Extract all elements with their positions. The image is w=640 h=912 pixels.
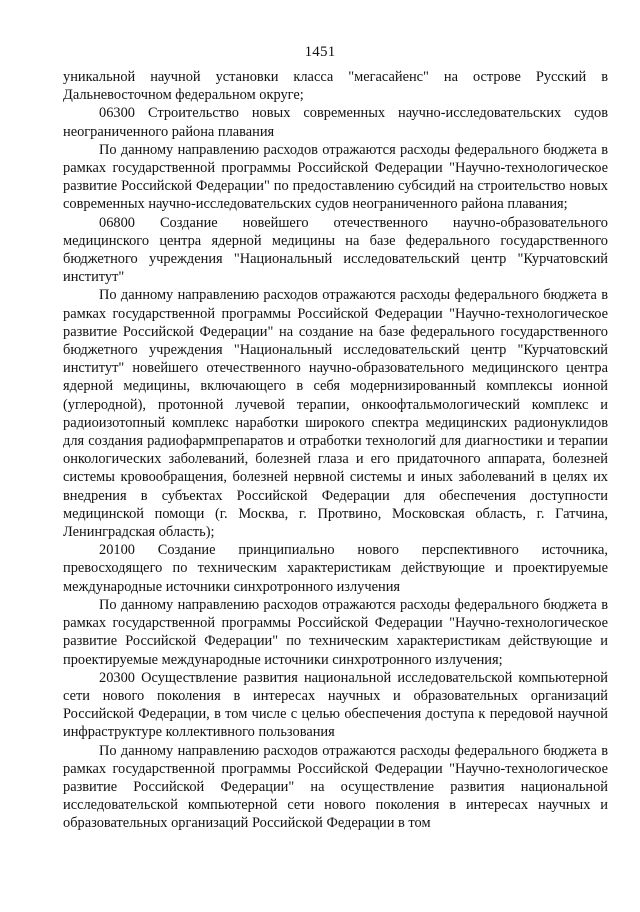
paragraph-code-20100: 20100 Создание принципиально нового перспективного источника, превосходящего по техническим характеристикам действующие и проектируемые международные источники синхротронного излучения (63, 542, 608, 595)
paragraph-20300-description: По данному направлению расходов отражаются расходы федерального бюджета в рамках государственной программы Российской Федерации "Научно-технологическое развитие Российской Федерации" на осуществление развития национальной исследовательской компьютерной сети нового поколения в интересах научных и образовательных организаций Российской Федерации в том (63, 742, 608, 832)
paragraph-06800-description: По данному направлению расходов отражаются расходы федерального бюджета в рамках государственной программы Российской Федерации "Научно-технологическое развитие Российской Федерации" на создание на базе федерального государственного бюджетного учреждения "Национальный исследовательский центр "Курчатовский институт" новейшего отечественного научно-образовательного медицинского центра ядерной медицины, включающего в себя модернизированный комплексы ионной (углеродной), протонной лучевой терапии, онкоофтальмологический комплекс и радиоизотопный комплекс наработки широкого спектра медицинских радионуклидов для создания радиофармпрепаратов и отработки технологий для диагностики и терапии онкологических заболеваний, болезней глаза и его придаточного аппарата, болезней системы кровообращения, болезней нервной системы и иных заболеваний в целях их внедрения в субъектах Российской Федерации для обеспечения доступности медицинской помощи (г. Москва, г. Протвино, Московская область, г. Гатчина, Ленинградская область); (63, 287, 608, 541)
paragraph-code-20300: 20300 Осуществление развития национальной исследовательской компьютерной сети нового поколения в интересах научных и образовательных организаций Российской Федерации, в том числе с целью обеспечения доступа к передовой научной инфраструктуре коллективного пользования (63, 669, 608, 741)
page-number: 1451 (304, 44, 336, 60)
document-body (63, 68, 608, 833)
paragraph-continuation: уникальной научной установки класса "мегасайенс" на острове Русский в Дальневосточном федеральном округе; (63, 69, 608, 104)
paragraph-code-06800: 06800 Создание новейшего отечественного научно-образовательного медицинского центра ядерной медицины на базе федерального государственного бюджетного учреждения "Национальный исследовательский центр "Курчатовский институт" (63, 214, 608, 286)
paragraph-06300-description: По данному направлению расходов отражаются расходы федерального бюджета в рамках государственной программы Российской Федерации "Научно-технологическое развитие Российской Федерации" по предоставлению субсидий на строительство новых современных научно-исследовательских судов неограниченного района плавания; (63, 141, 608, 213)
paragraph-code-06300: 06300 Строительство новых современных научно-исследовательских судов неограниченного района плавания (63, 105, 608, 140)
paragraph-20100-description: По данному направлению расходов отражаются расходы федерального бюджета в рамках государственной программы Российской Федерации "Научно-технологическое развитие Российской Федерации" по техническим характеристикам действующие и проектируемые международные источники синхротронного излучения; (63, 596, 608, 668)
